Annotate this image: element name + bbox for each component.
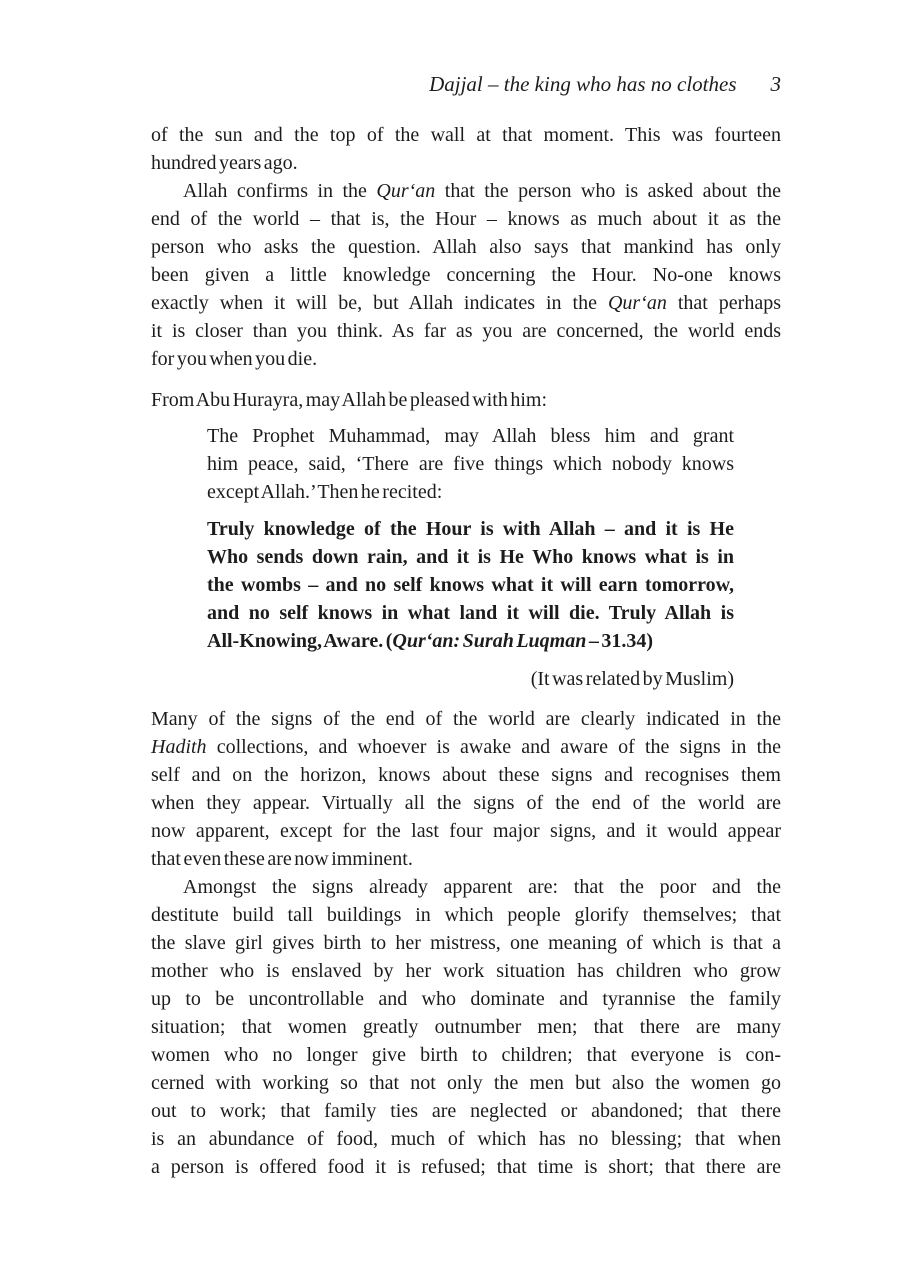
running-head bbox=[151, 70, 781, 98]
italic-term: Hadith bbox=[151, 736, 207, 758]
text-line: end of the world – that is, the Hour – knows as much about it as the bbox=[151, 208, 781, 230]
text-line: Many of the signs of the end of the world are clearly indicated in the bbox=[151, 708, 781, 730]
text-line: a person is offered food it is refused; that time is short; that there are bbox=[151, 1156, 781, 1178]
italic-term: Qur‘an: Surah Luqman bbox=[392, 630, 587, 652]
text-blocks bbox=[151, 121, 781, 1181]
italic-term: Qur‘an bbox=[376, 180, 436, 202]
text-line: Hadith collections, and whoever is awake and aware of the signs in the bbox=[151, 736, 781, 758]
paragraph-many-signs bbox=[151, 705, 781, 873]
text-line: for you when you die. bbox=[151, 348, 318, 370]
text-line: Who sends down rain, and it is He Who knows what is in bbox=[207, 546, 734, 568]
text-line: hundred years ago. bbox=[151, 152, 298, 174]
page-number: 3 bbox=[770, 72, 781, 96]
text-line: now apparent, except for the last four major signs, and it would appear bbox=[151, 820, 781, 842]
text-line: out to work; that family ties are neglected or abandoned; that there bbox=[151, 1100, 781, 1122]
text-line: Allah confirms in the Qur‘an that the person who is asked about the bbox=[183, 180, 781, 202]
text-line: From Abu Hurayra, may Allah be pleased with him: bbox=[151, 389, 548, 411]
text-line: the slave girl gives birth to her mistress, one meaning of which is that a bbox=[151, 932, 781, 954]
text-line: exactly when it will be, but Allah indicates in the Qur‘an that perhaps bbox=[151, 292, 781, 314]
text-line: cerned with working so that not only the men but also the women go bbox=[151, 1072, 781, 1094]
italic-term: Qur‘an bbox=[607, 292, 667, 314]
paragraph-signs-apparent bbox=[151, 873, 781, 1181]
text-line: and no self knows in what land it will die. Truly Allah is bbox=[207, 602, 734, 624]
text-column bbox=[151, 70, 781, 1181]
text-line: is an abundance of food, much of which has no blessing; that when bbox=[151, 1128, 781, 1150]
text-line: up to be uncontrollable and who dominate and tyrannise the family bbox=[151, 988, 781, 1010]
text-line: All-Knowing, Aware. (Qur‘an: Surah Luqman – 31.34) bbox=[207, 630, 654, 652]
text-line: him peace, said, ‘There are five things which nobody knows bbox=[207, 453, 734, 475]
text-line: Truly knowledge of the Hour is with Allah – and it is He bbox=[207, 518, 734, 540]
hadith-quote bbox=[207, 422, 734, 506]
text-line: situation; that women greatly outnumber men; that there are many bbox=[151, 1016, 781, 1038]
text-line: (It was related by Muslim) bbox=[530, 668, 734, 690]
quran-quote bbox=[207, 515, 734, 655]
text-line: that even these are now imminent. bbox=[151, 848, 413, 870]
text-line: except Allah.’ Then he recited: bbox=[207, 481, 443, 503]
text-line: of the sun and the top of the wall at that moment. This was fourteen bbox=[151, 124, 781, 146]
text-line: it is closer than you think. As far as you are concerned, the world ends bbox=[151, 320, 781, 342]
text-line: The Prophet Muhammad, may Allah bless him and grant bbox=[207, 425, 734, 447]
text-line: when they appear. Virtually all the signs of the end of the world are bbox=[151, 792, 781, 814]
text-line: women who no longer give birth to children; that everyone is con- bbox=[151, 1044, 781, 1066]
attribution bbox=[151, 665, 734, 693]
text-line: been given a little knowledge concerning the Hour. No-one knows bbox=[151, 264, 781, 286]
text-line: Amongst the signs already apparent are: that the poor and the bbox=[183, 876, 781, 898]
paragraph-from-abu-hurayra bbox=[151, 386, 781, 414]
text-line: person who asks the question. Allah also says that mankind has only bbox=[151, 236, 781, 258]
text-line: destitute build tall buildings in which people glorify themselves; that bbox=[151, 904, 781, 926]
text-line: the wombs – and no self knows what it will earn tomorrow, bbox=[207, 574, 734, 596]
running-head-title: Dajjal – the king who has no clothes bbox=[429, 72, 737, 96]
paragraph-continuation bbox=[151, 121, 781, 177]
paragraph-allah-confirms bbox=[151, 177, 781, 373]
text-line: mother who is enslaved by her work situation has children who grow bbox=[151, 960, 781, 982]
text-line: self and on the horizon, knows about these signs and recognises them bbox=[151, 764, 781, 786]
